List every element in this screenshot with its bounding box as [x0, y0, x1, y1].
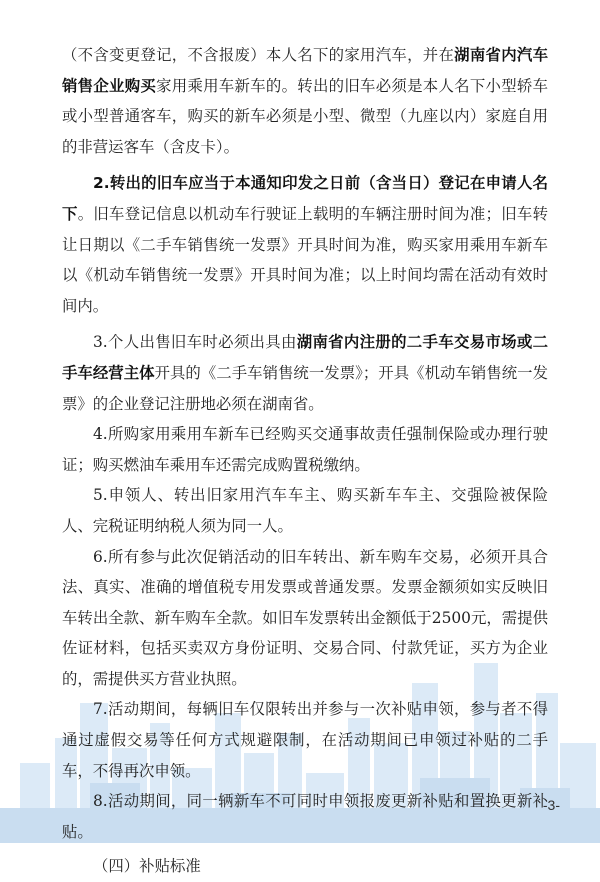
page-number: -3- — [542, 797, 560, 813]
paragraph-item-2 — [62, 168, 548, 321]
emphasis-text: 湖南省内汽车销售企业购买 — [62, 46, 548, 95]
body-text-run: 6.所有参与此次促销活动的旧车转出、新车购车交易，必须开具合法、真实、准确的增值税专用发票或普通发票。发票金额须如实反映旧车转出全款、新车购车全款。如旧车发票转出金额低于2500元，需提供佐证材料，包括买卖双方身份证明、交易合同、付款凭证，买方为企业的，需提供买方营业执照。 — [62, 547, 548, 688]
body-text-run: 4.所购家用乘用车新车已经购买交通事故责任强制保险或办理行驶证；购买燃油车乘用车还需完成购置税缴纳。 — [62, 425, 548, 474]
paragraph-item-5 — [62, 480, 548, 541]
paragraph-item-7 — [62, 694, 548, 786]
body-text-run: 3.个人出售旧车时必须出具由 — [93, 333, 297, 352]
paragraph-item-3 — [62, 327, 548, 419]
emphasis-text: 湖南省内注册的二手车交易市场或二手车经营主体 — [62, 333, 548, 382]
body-text-run: 7.活动期间，每辆旧车仅限转出并参与一次补贴申领，参与者不得通过虚假交易等任何方式规避限制，在活动期间已申领过补贴的二手车，不得再次申领。 — [62, 700, 548, 780]
section-heading: （四）补贴标准 — [93, 857, 201, 876]
paragraph-item-4 — [62, 419, 548, 480]
body-text-run: 。旧车登记信息以机动车行驶证上载明的车辆注册时间为准；旧车转让日期以《二手车销售统一发票》开具时间为准，购买家用乘用车新车以《机动车销售统一发票》开具时间为准；以上时间均需在活动有效时间内。 — [62, 204, 548, 315]
body-text-run: （不含变更登记，不含报废）本人名下的家用汽车，并在 — [62, 46, 455, 64]
body-text-run: 开具的《二手车销售统一发票》；开具《机动车销售统一发票》的企业登记注册地必须在湖南省。 — [62, 363, 548, 413]
paragraph-continued — [62, 40, 548, 162]
paragraph-item-8 — [62, 786, 548, 847]
paragraph-item-6 — [62, 542, 548, 695]
body-text-run: 8.活动期间，同一辆新车不可同时申领报废更新补贴和置换更新补贴。 — [62, 792, 548, 841]
body-text — [62, 40, 548, 882]
body-text-run: 5.申领人、转出旧家用汽车车主、购买新车车主、交强险被保险人、完税证明纳税人须为同一人。 — [62, 486, 548, 535]
emphasis-text: 2.转出的旧车应当于本通知印发之日前（含当日）登记在申请人名下 — [62, 174, 548, 223]
body-text-run: 家用乘用车新车的。转出的旧车必须是本人名下小型轿车或小型普通客车，购买的新车必须是小型、微型（九座以内）家庭自用的非营运客车（含皮卡）。 — [62, 76, 548, 156]
